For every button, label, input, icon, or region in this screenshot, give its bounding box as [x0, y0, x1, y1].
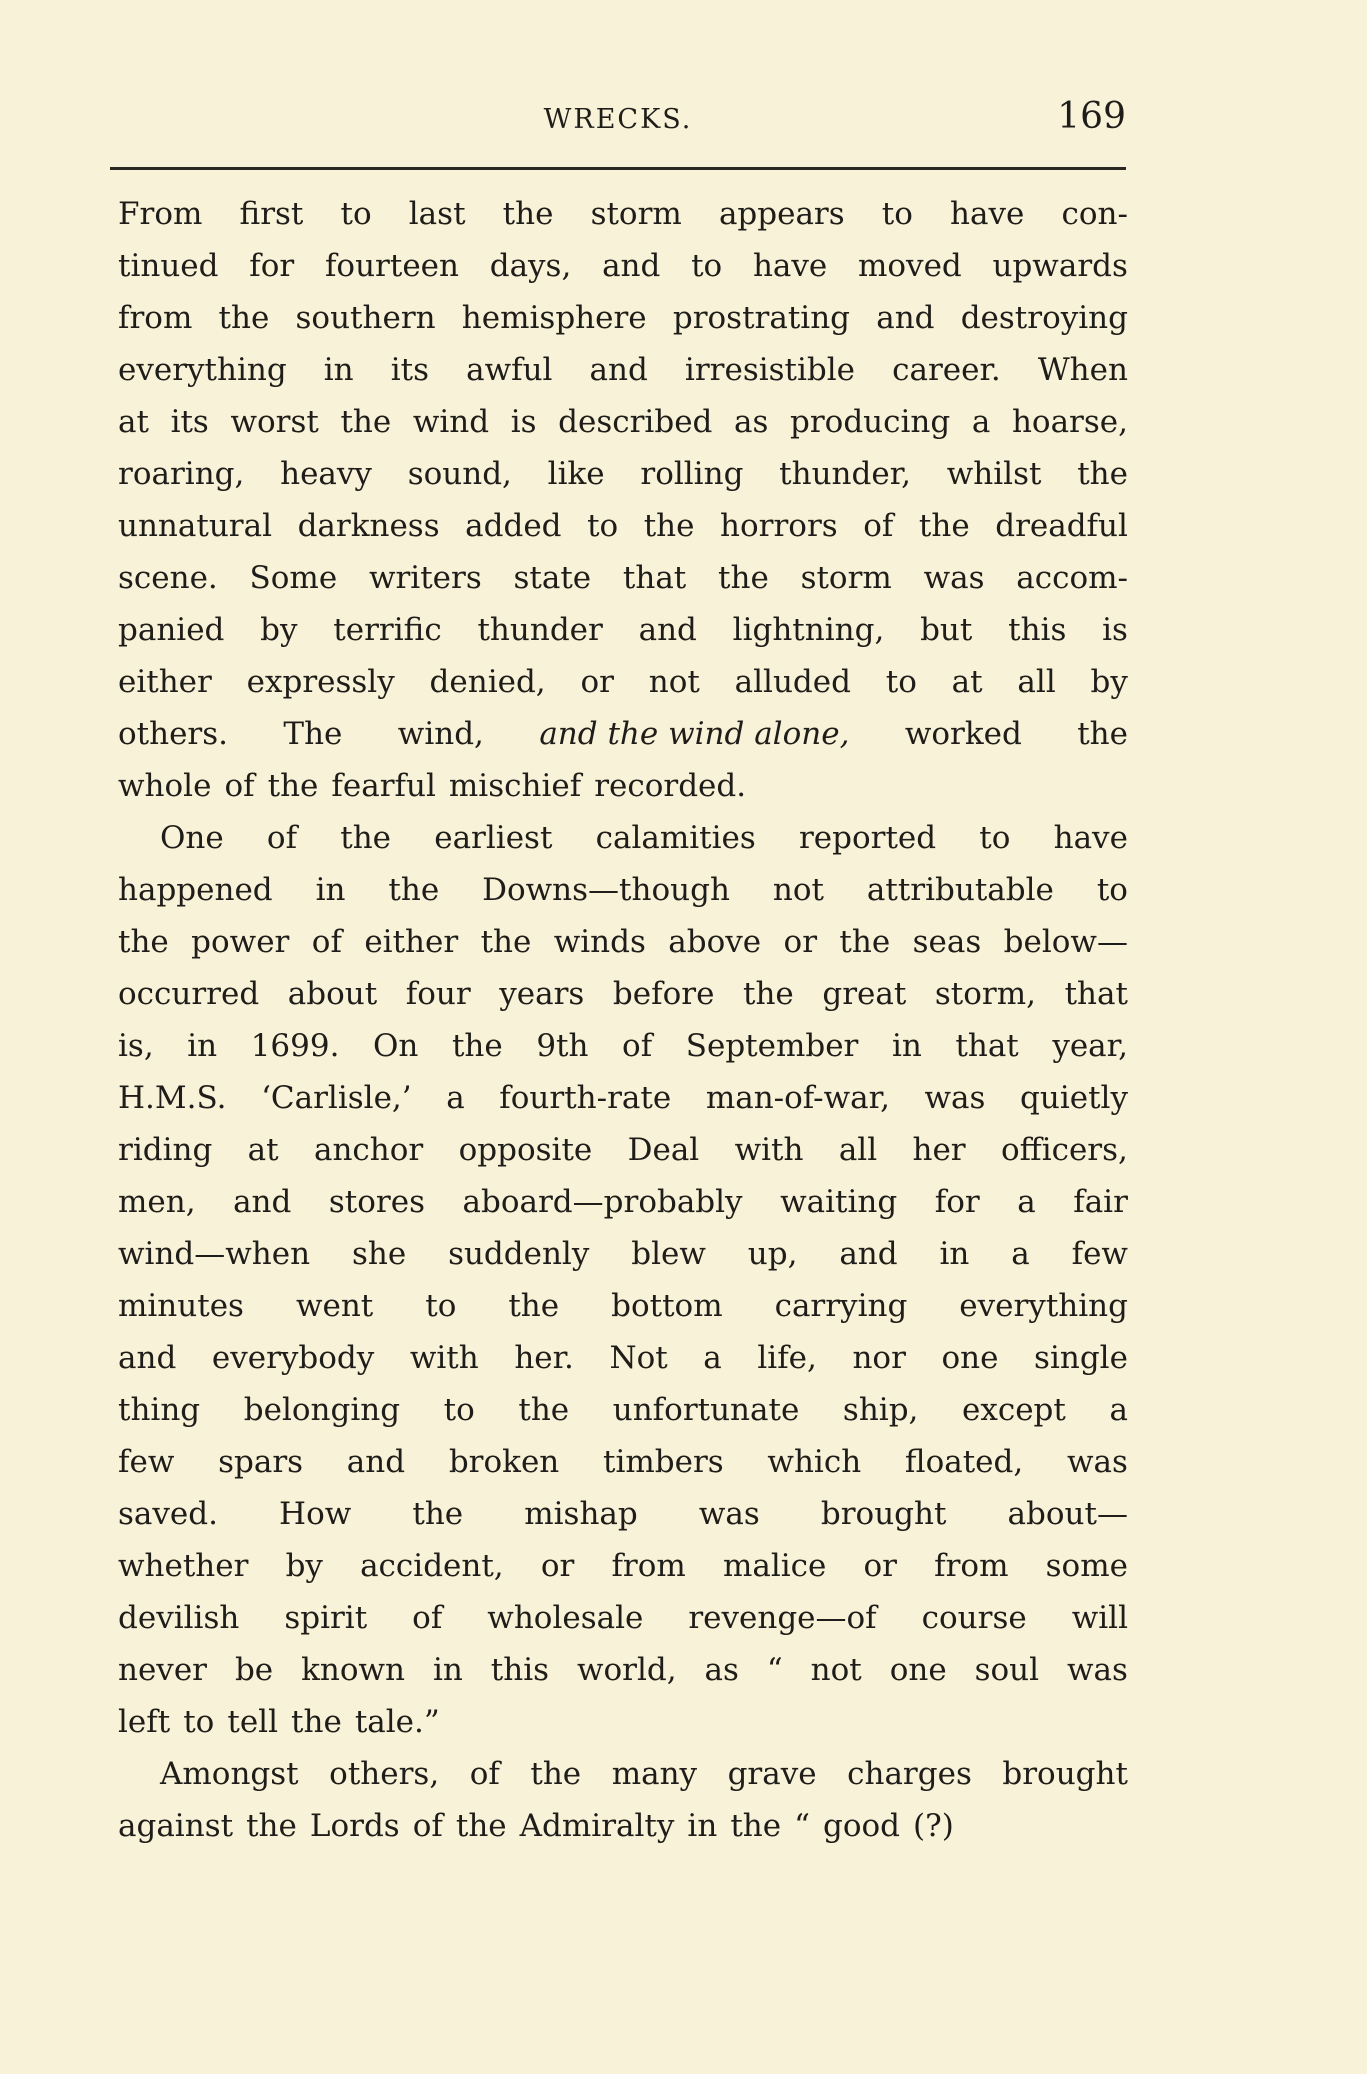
text-line: Amongst others, of the many grave charges brought [160, 1756, 1128, 1792]
text-line: One of the earliest calamities reported to have [160, 820, 1128, 856]
text-line: whether by accident, or from malice or from some [118, 1548, 1128, 1584]
text-line: either expressly denied, or not alluded to at all by [118, 664, 1128, 700]
text-line: occurred about four years before the great storm, that [118, 976, 1128, 1012]
body-text [118, 188, 1128, 1852]
text-line: From first to last the storm appears to have con- [118, 196, 1128, 232]
text-line: few spars and broken timbers which floated, was [118, 1444, 1128, 1480]
text-line: minutes went to the bottom carrying everything [118, 1288, 1128, 1324]
page-header [110, 96, 1126, 150]
text-line: whole of the fearful mischief recorded. [118, 768, 747, 804]
header-rule [110, 167, 1126, 170]
text-line: at its worst the wind is described as producing a hoarse, [118, 404, 1128, 440]
text-line: left to tell the tale.” [118, 1704, 440, 1740]
text-line: and everybody with her. Not a life, nor one single [118, 1340, 1128, 1376]
running-head: WRECKS. [543, 104, 693, 135]
text-line: is, in 1699. On the 9th of September in that year, [118, 1028, 1128, 1064]
text-line: against the Lords of the Admiralty in the “ good (?) [118, 1808, 954, 1844]
emphasis-text: and the wind alone, [539, 716, 850, 752]
text-line: unnatural darkness added to the horrors of the dreadful [118, 508, 1128, 544]
text-line: from the southern hemisphere prostrating and destroying [118, 300, 1128, 336]
text-line: everything in its awful and irresistible career. When [118, 352, 1128, 388]
text-line: scene. Some writers state that the storm was accom- [118, 560, 1128, 596]
text-line: panied by terrific thunder and lightning, but this is [118, 612, 1128, 648]
text-line: happened in the Downs—though not attributable to [118, 872, 1128, 908]
text-line: saved. How the mishap was brought about— [118, 1496, 1128, 1532]
text-line: thing belonging to the unfortunate ship, except a [118, 1392, 1128, 1428]
text-line: tinued for fourteen days, and to have moved upwards [118, 248, 1128, 284]
text-line: the power of either the winds above or the seas below— [118, 924, 1128, 960]
text-line: devilish spirit of wholesale revenge—of course will [118, 1600, 1128, 1636]
text-line: H.M.S. ‘Carlisle,’ a fourth-rate man-of-war, was quietly [118, 1080, 1128, 1116]
text-line: riding at anchor opposite Deal with all her officers, [118, 1132, 1128, 1168]
text-line: roaring, heavy sound, like rolling thunder, whilst the [118, 456, 1128, 492]
page-number: 169 [1057, 96, 1126, 137]
text-line: wind—when she suddenly blew up, and in a few [118, 1236, 1128, 1272]
text-line: never be known in this world, as “ not one soul was [118, 1652, 1128, 1688]
text-line: others. The wind, and the wind alone, worked the [118, 708, 1128, 760]
text-line: men, and stores aboard—probably waiting for a fair [118, 1184, 1128, 1220]
